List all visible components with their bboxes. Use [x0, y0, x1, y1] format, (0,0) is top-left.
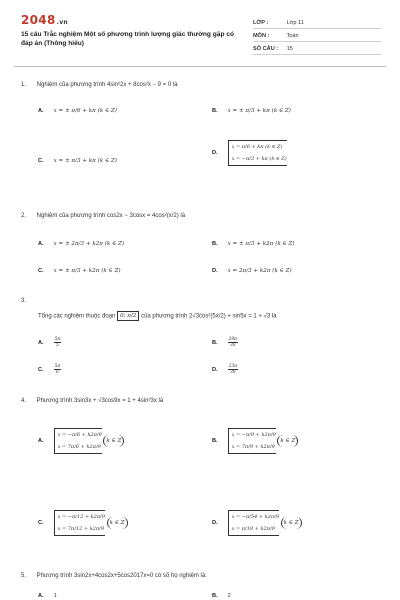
- system-row: x = −π/6 + k2π/9: [57, 432, 102, 438]
- fraction-numerator: 29π: [228, 337, 238, 342]
- option-label: A.: [38, 241, 44, 247]
- meta-count: [253, 46, 293, 52]
- question-text: của phương trình 2√3cos²(5x/2) + sin5x = 1 + √3 là: [141, 313, 277, 320]
- meta-subject: [253, 33, 299, 39]
- option-1b[interactable]: [212, 108, 291, 114]
- meta-class: [253, 20, 304, 26]
- option-text: 2: [227, 593, 231, 599]
- solution-system: [228, 140, 287, 166]
- meta-divider: [253, 28, 381, 29]
- option-label: C.: [38, 520, 44, 526]
- option-3b[interactable]: [212, 337, 238, 348]
- option-label: C.: [38, 366, 44, 373]
- question-number: 1.: [21, 82, 27, 88]
- option-text: x = ± π/3 + k2π (k ∈ Z): [227, 241, 295, 247]
- meta-key: SỐ CÂU :: [253, 46, 279, 52]
- question-text: Tổng các nghiệm thuộc đoạn: [38, 313, 116, 320]
- question-number: 3.: [21, 298, 27, 304]
- fraction-numerator: 5π: [54, 364, 61, 369]
- option-label: D.: [212, 150, 218, 156]
- solution-system: [54, 428, 102, 454]
- question-4: [21, 398, 163, 404]
- option-4a[interactable]: [38, 428, 124, 454]
- option-label: A.: [38, 339, 44, 346]
- option-label: C.: [38, 158, 44, 164]
- option-text: x = ± π/6 + kπ (k ∈ Z): [53, 108, 117, 114]
- fraction-denominator: 5: [56, 343, 59, 348]
- question-number: 4.: [21, 398, 27, 404]
- option-fraction: [54, 364, 62, 375]
- option-label: A.: [38, 438, 44, 444]
- option-label: D.: [212, 520, 218, 526]
- solution-system: [228, 428, 276, 454]
- fraction-denominator: 30: [230, 343, 236, 348]
- question-text: Phương trình 3sin3x + √3cos9x = 1 + 4sin³3x là: [36, 398, 164, 404]
- meta-value: Lớp 11: [286, 20, 304, 26]
- fraction-numerator: 23π: [228, 364, 238, 369]
- question-text: Phương trình 3sin2x+4cos2x+5cos2017x=0 có số họ nghiệm là:: [36, 573, 207, 579]
- fraction-denominator: 6: [56, 370, 59, 375]
- question-1: [21, 82, 178, 88]
- option-2b[interactable]: [212, 241, 295, 247]
- document-title: 15 câu Trắc nghiệm Một số phương trình lượng giác thường gặp có đáp án (Thông hiểu): [21, 31, 235, 47]
- header-divider: [14, 66, 386, 67]
- meta-divider: [253, 54, 381, 55]
- option-fraction: [228, 364, 238, 375]
- option-1d[interactable]: [212, 140, 287, 166]
- interval-bracket: 0; π/2: [117, 311, 139, 321]
- option-3d[interactable]: [212, 364, 238, 375]
- question-5: [21, 573, 207, 579]
- option-1c[interactable]: [38, 158, 117, 164]
- question-3: [38, 311, 277, 321]
- system-row: x = π/18 + k2π/9: [231, 526, 275, 532]
- system-row: x = −π/9 + k2π/9: [231, 432, 276, 438]
- solution-system: [228, 510, 279, 536]
- option-2a[interactable]: [38, 241, 124, 247]
- option-4c[interactable]: [38, 510, 128, 536]
- option-1a[interactable]: [38, 108, 117, 114]
- option-4d[interactable]: [212, 510, 302, 536]
- meta-key: LỚP :: [253, 20, 269, 26]
- option-label: A.: [38, 108, 44, 114]
- integer-condition: k ∈ Z: [107, 517, 128, 529]
- system-row: x = π/6 + kπ (k ∈ Z): [231, 144, 283, 150]
- system-row: x = −π/12 + k2π/9: [57, 514, 106, 520]
- option-label: B.: [212, 108, 218, 114]
- question-3-number: [21, 298, 35, 304]
- option-3a[interactable]: [38, 337, 61, 348]
- option-label: D.: [212, 366, 218, 373]
- option-fraction: [54, 337, 62, 348]
- option-text: x = ± π/3 + kπ (k ∈ Z): [227, 108, 291, 114]
- option-5a[interactable]: [38, 593, 57, 599]
- solution-system: [54, 510, 105, 536]
- question-number: 2.: [21, 213, 27, 219]
- document-header: [0, 0, 400, 62]
- option-label: C.: [38, 268, 44, 274]
- logo-text: 2048: [21, 13, 56, 27]
- option-label: A.: [38, 593, 44, 599]
- meta-key: MÔN :: [253, 33, 270, 39]
- question-number: 5.: [21, 573, 27, 579]
- option-text: x = ± π/3 + k2π (k ∈ Z): [53, 268, 121, 274]
- system-row: x = 7π/12 + k2π/9: [57, 526, 104, 532]
- integer-condition: k ∈ Z: [277, 435, 298, 447]
- meta-divider: [253, 41, 381, 42]
- option-label: B.: [212, 438, 218, 444]
- option-3c[interactable]: [38, 364, 61, 375]
- option-text: x = 2π/3 + k2π (k ∈ Z): [227, 268, 292, 274]
- fraction-numerator: 5π: [54, 337, 61, 342]
- integer-condition: k ∈ Z: [103, 435, 124, 447]
- meta-value: 15: [286, 46, 293, 52]
- meta-value: Toán: [286, 33, 299, 39]
- option-text: 1: [53, 593, 57, 599]
- integer-condition: k ∈ Z: [281, 517, 302, 529]
- question-2: [21, 213, 185, 219]
- system-row: x = 7π/6 + k2π/9: [57, 444, 101, 450]
- site-logo[interactable]: [21, 13, 68, 27]
- question-text: Nghiệm của phương trình cos2x − 3cosx = 4cos²(x/2) là: [36, 213, 186, 219]
- option-label: D.: [212, 268, 218, 274]
- option-label: B.: [212, 241, 218, 247]
- option-text: x = ± 2π/3 + k2π (k ∈ Z): [53, 241, 125, 247]
- option-label: B.: [212, 593, 218, 599]
- option-text: x = ± π/3 + kπ (k ∈ Z): [53, 158, 117, 164]
- system-row: x = 7π/9 + k2π/9: [231, 444, 275, 450]
- logo-suffix: .vn: [56, 19, 68, 26]
- system-row: x = −π/3 + kπ (k ∈ Z): [231, 156, 287, 162]
- fraction-denominator: 30: [230, 370, 236, 375]
- option-2c[interactable]: [38, 268, 121, 274]
- system-row: x = −π/54 + k2π/9: [231, 514, 280, 520]
- option-label: B.: [212, 339, 218, 346]
- option-4b[interactable]: [212, 428, 298, 454]
- option-fraction: [228, 337, 238, 348]
- option-2d[interactable]: [212, 268, 292, 274]
- question-text: Nghiệm của phương trình 4sin²2x + 8cos²x − 9 = 0 là: [36, 82, 178, 88]
- option-5b[interactable]: [212, 593, 231, 599]
